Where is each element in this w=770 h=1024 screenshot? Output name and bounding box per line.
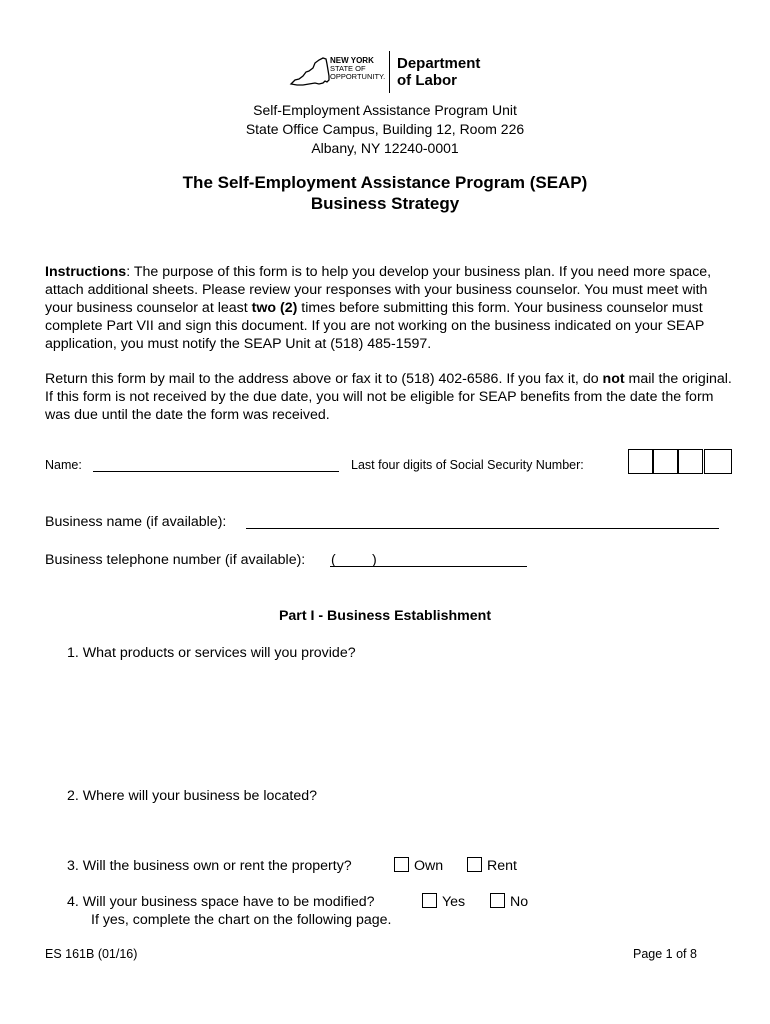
logo-state-line3: OPPORTUNITY. <box>330 72 386 81</box>
business-phone-label: Business telephone number (if available): <box>45 552 306 568</box>
logo-state-line2: STATE OF <box>330 64 366 73</box>
question-3: 3. Will the business own or rent the property? <box>67 858 352 874</box>
logo-divider <box>389 51 390 93</box>
own-checkbox[interactable] <box>394 857 409 872</box>
address-line1: Self-Employment Assistance Program Unit <box>253 102 517 118</box>
return-info-paragraph <box>45 370 735 424</box>
address-line2: State Office Campus, Building 12, Room 226 <box>245 121 525 137</box>
form-id: ES 161B (01/16) <box>45 947 138 961</box>
return-bold-not: not <box>602 371 625 387</box>
rent-option-label: Rent <box>487 858 517 874</box>
logo-dept-line2: of Labor <box>397 72 457 89</box>
instructions-paragraph <box>45 263 735 353</box>
logo-dept-line1: Department <box>397 55 481 72</box>
instructions-text1: : The purpose of this form is to help you develop your business plan. If you need more space, attach additional sheets. Please review your responses with your business counselor. You must meet with your business counselor at least <box>45 264 712 316</box>
rent-checkbox[interactable] <box>467 857 482 872</box>
logo-department-text <box>397 55 480 89</box>
name-field[interactable] <box>93 457 339 472</box>
yes-checkbox[interactable] <box>422 893 437 908</box>
return-text2: mail the original. If this form is not received by the due date, you will not be eligible for SEAP benefits from the date the form was due until the date the form was received. <box>45 371 732 423</box>
phone-close-paren: ) <box>372 552 377 568</box>
phone-open-paren: ( <box>331 552 336 568</box>
name-label: Name: <box>45 458 82 472</box>
instructions-text2: times before submitting this form. Your business counselor must complete Part VII and sign this document. If you are not working on the business indicated on your SEAP application, you must notify the SEAP Unit at (518) 485-1597. <box>45 300 705 352</box>
return-text1: Return this form by mail to the address above or fax it to (518) 402-6586. If you fax it, do <box>45 371 603 387</box>
address-line3: Albany, NY 12240-0001 <box>311 140 459 156</box>
ssn-digit-3-box[interactable] <box>678 449 703 474</box>
business-name-field[interactable] <box>246 514 719 529</box>
logo-state-text <box>330 57 385 81</box>
ssn-digit-1-box[interactable] <box>628 449 653 474</box>
question-4: 4. Will your business space have to be modified? <box>67 894 375 910</box>
page-number: Page 1 of 8 <box>633 947 697 961</box>
business-name-label: Business name (if available): <box>45 514 227 530</box>
ssn-label: Last four digits of Social Security Number: <box>351 458 584 472</box>
logo-state-line1: NEW YORK <box>330 56 374 65</box>
question-4-note: If yes, complete the chart on the following page. <box>91 912 392 928</box>
yes-option-label: Yes <box>442 894 466 910</box>
no-checkbox[interactable] <box>490 893 505 908</box>
instructions-bold-two: two (2) <box>251 300 298 316</box>
part1-heading: Part I - Business Establishment <box>278 608 492 624</box>
form-subtitle: Business Strategy <box>310 194 460 213</box>
own-option-label: Own <box>414 858 444 874</box>
instructions-label: Instructions <box>45 264 127 280</box>
new-york-state-outline-icon <box>289 54 331 88</box>
question-1: 1. What products or services will you provide? <box>67 645 356 661</box>
ssn-digit-4-box[interactable] <box>704 449 732 474</box>
no-option-label: No <box>510 894 529 910</box>
form-title: The Self-Employment Assistance Program (SEAP) <box>182 173 588 192</box>
business-phone-field[interactable] <box>330 552 527 567</box>
ssn-digit-2-box[interactable] <box>653 449 678 474</box>
question-2: 2. Where will your business be located? <box>67 788 317 804</box>
